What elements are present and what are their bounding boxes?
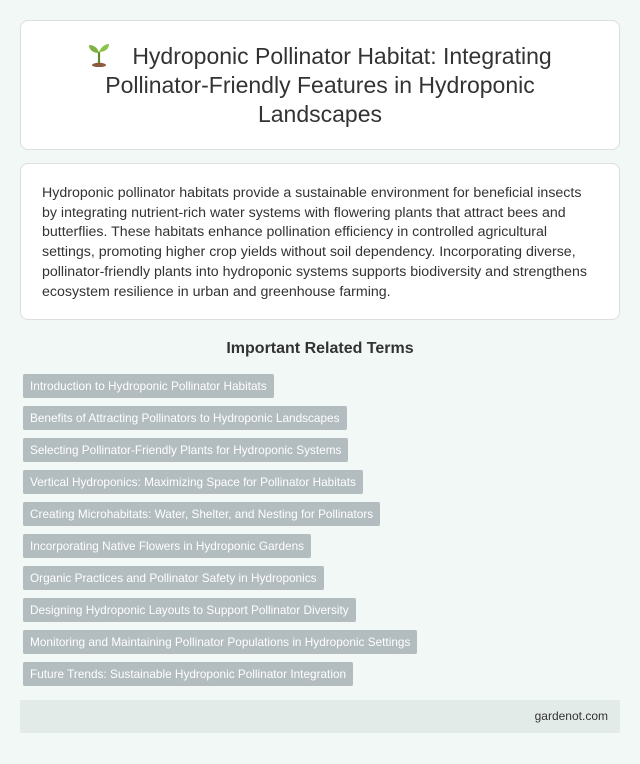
related-term-chip[interactable]: Vertical Hydroponics: Maximizing Space for Pollinator Habitats xyxy=(23,470,363,494)
related-term-chip[interactable]: Benefits of Attracting Pollinators to Hydroponic Landscapes xyxy=(23,406,347,430)
title-card xyxy=(20,20,620,150)
related-term-item xyxy=(23,662,417,694)
seedling-icon xyxy=(88,41,110,67)
related-term-item xyxy=(23,470,417,502)
related-term-chip[interactable]: Future Trends: Sustainable Hydroponic Pollinator Integration xyxy=(23,662,353,686)
page-title-text: Hydroponic Pollinator Habitat: Integrating Pollinator-Friendly Features in Hydroponic Landscapes xyxy=(105,43,552,127)
related-term-chip[interactable]: Monitoring and Maintaining Pollinator Populations in Hydroponic Settings xyxy=(23,630,417,654)
related-term-item xyxy=(23,598,417,630)
intro-paragraph: Hydroponic pollinator habitats provide a sustainable environment for beneficial insects by integrating nutrient-rich water systems with flowering plants that attract bees and butterflies. These habitats enhance pollination efficiency in controlled agricultural settings, promoting higher crop yields without soil dependency. Incorporating diverse, pollinator-friendly plants into hydroponic systems supports biodiversity and strengthens ecosystem resilience in urban and greenhouse farming. xyxy=(42,185,587,300)
page-title xyxy=(51,41,589,129)
related-term-chip[interactable]: Designing Hydroponic Layouts to Support Pollinator Diversity xyxy=(23,598,356,622)
related-term-chip[interactable]: Selecting Pollinator-Friendly Plants for Hydroponic Systems xyxy=(23,438,348,462)
related-term-item xyxy=(23,374,417,406)
related-term-item xyxy=(23,630,417,662)
related-terms-list xyxy=(23,374,417,694)
intro-card xyxy=(20,163,620,320)
related-term-chip[interactable]: Incorporating Native Flowers in Hydroponic Gardens xyxy=(23,534,311,558)
related-term-item xyxy=(23,406,417,438)
footer xyxy=(20,700,620,733)
related-term-chip[interactable]: Organic Practices and Pollinator Safety in Hydroponics xyxy=(23,566,324,590)
related-term-chip[interactable]: Creating Microhabitats: Water, Shelter, and Nesting for Pollinators xyxy=(23,502,380,526)
footer-site-link[interactable]: gardenot.com xyxy=(534,709,608,723)
related-term-item xyxy=(23,566,417,598)
related-term-item xyxy=(23,502,417,534)
related-term-item xyxy=(23,534,417,566)
related-term-item xyxy=(23,438,417,470)
related-terms-heading: Important Related Terms xyxy=(226,340,414,357)
related-term-chip[interactable]: Introduction to Hydroponic Pollinator Habitats xyxy=(23,374,274,398)
